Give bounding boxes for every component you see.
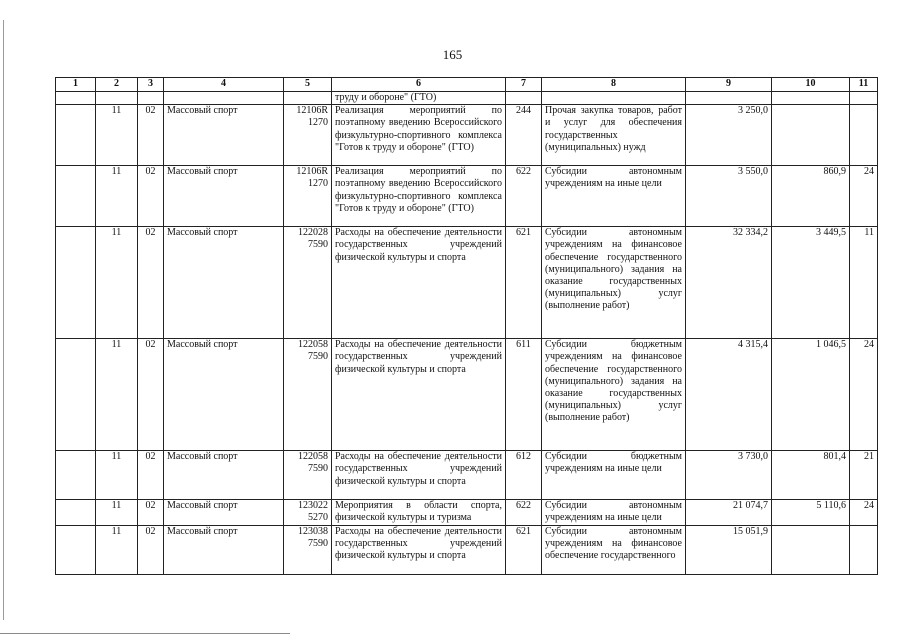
column-header: 10 [772,78,850,92]
left-margin-rule [3,20,4,620]
cell-expense-type: Субсидии автономным учреждениям на иные цели [542,500,686,525]
cell-col1 [56,339,96,451]
cell-plan: 3 550,0 [686,166,772,227]
table-row [56,451,878,500]
cell-percent: 21 [850,451,878,500]
cell-subsection: 02 [138,227,164,339]
cell-name: Массовый спорт [164,105,284,166]
cell-expense-code: 612 [506,451,542,500]
cell-section: 11 [96,451,138,500]
cell-name: Массовый спорт [164,227,284,339]
table-row [56,105,878,166]
cell-subsection: 02 [138,339,164,451]
column-number-row [56,78,878,92]
cell-actual: 1 046,5 [772,339,850,451]
cell-plan: 4 315,4 [686,339,772,451]
cell-expense-type: Субсидии бюджетным учреждениям на иные цели [542,451,686,500]
cell-subsection: 02 [138,166,164,227]
cell-target-code [284,92,332,105]
cell-col1 [56,166,96,227]
table-row [56,339,878,451]
cell-expense-code: 244 [506,105,542,166]
cell-description: Расходы на обеспечение деятельности государственных учреждений физической культуры и спорта [332,451,506,500]
cell-name: Массовый спорт [164,500,284,525]
cell-description: Расходы на обеспечение деятельности государственных учреждений физической культуры и спорта [332,525,506,574]
cell-description: Мероприятия в области спорта, физической культуры и туризма [332,500,506,525]
cell-section: 11 [96,339,138,451]
cell-plan: 32 334,2 [686,227,772,339]
cell-section: 11 [96,227,138,339]
cell-col1 [56,451,96,500]
column-header: 7 [506,78,542,92]
cell-section: 11 [96,525,138,574]
cell-expense-type: Субсидии автономным учреждениям на иные цели [542,166,686,227]
budget-table [55,77,878,575]
cell-col1 [56,227,96,339]
cell-plan: 15 051,9 [686,525,772,574]
cell-col1 [56,105,96,166]
table-row [56,500,878,525]
cell-percent [850,105,878,166]
bottom-edge-rule [0,633,290,634]
cell-target-code: 12106R 1270 [284,105,332,166]
cell-subsection [138,92,164,105]
cell-name: Массовый спорт [164,451,284,500]
cell-name: Массовый спорт [164,166,284,227]
cell-target-code: 122058 7590 [284,339,332,451]
cell-target-code: 123038 7590 [284,525,332,574]
cell-expense-type: Субсидии автономным учреждениям на финансовое обеспечение государственного (муниципального) задания на оказание государственных (муниципальных) услуг (выполнение работ) [542,227,686,339]
cell-percent [850,525,878,574]
cell-actual [772,525,850,574]
cell-plan [686,92,772,105]
cell-name: Массовый спорт [164,525,284,574]
cell-description: Реализация мероприятий по поэтапному введению Всероссийского физкультурно-спортивного комплекса "Готов к труду и обороне" (ГТО) [332,166,506,227]
cell-subsection: 02 [138,525,164,574]
cell-percent: 24 [850,500,878,525]
column-header: 8 [542,78,686,92]
cell-col1 [56,500,96,525]
cell-plan: 21 074,7 [686,500,772,525]
column-header: 6 [332,78,506,92]
cell-section: 11 [96,166,138,227]
cell-col1 [56,525,96,574]
cell-subsection: 02 [138,500,164,525]
cell-description: Расходы на обеспечение деятельности государственных учреждений физической культуры и спорта [332,227,506,339]
cell-section: 11 [96,105,138,166]
cell-target-code: 123022 5270 [284,500,332,525]
page-number: 165 [442,47,463,62]
column-header: 3 [138,78,164,92]
cell-target-code: 122058 7590 [284,451,332,500]
column-header: 11 [850,78,878,92]
column-header: 5 [284,78,332,92]
cell-section [96,92,138,105]
cell-target-code: 122028 7590 [284,227,332,339]
cell-percent: 11 [850,227,878,339]
column-header: 4 [164,78,284,92]
cell-actual: 801,4 [772,451,850,500]
cell-expense-code [506,92,542,105]
cell-percent: 24 [850,339,878,451]
table-row [56,227,878,339]
cell-actual: 860,9 [772,166,850,227]
table-row [56,92,878,105]
cell-target-code: 12106R 1270 [284,166,332,227]
cell-subsection: 02 [138,451,164,500]
column-header: 2 [96,78,138,92]
column-header: 1 [56,78,96,92]
cell-percent: 24 [850,166,878,227]
cell-actual [772,92,850,105]
cell-expense-code: 621 [506,227,542,339]
cell-subsection: 02 [138,105,164,166]
cell-actual [772,105,850,166]
cell-expense-code: 622 [506,500,542,525]
cell-plan: 3 250,0 [686,105,772,166]
cell-section: 11 [96,500,138,525]
column-header: 9 [686,78,772,92]
cell-description: труду и обороне" (ГТО) [332,92,506,105]
cell-plan: 3 730,0 [686,451,772,500]
cell-percent [850,92,878,105]
cell-actual: 3 449,5 [772,227,850,339]
cell-expense-type: Прочая закупка товаров, работ и услуг для обеспечения государственных (муниципальных) нужд [542,105,686,166]
cell-expense-type: Субсидии бюджетным учреждениям на финансовое обеспечение государственного (муниципального) задания на оказание государственных (муниципальных) услуг (выполнение работ) [542,339,686,451]
cell-actual: 5 110,6 [772,500,850,525]
table-row [56,525,878,574]
cell-expense-code: 622 [506,166,542,227]
cell-expense-code: 611 [506,339,542,451]
cell-expense-type: Субсидии автономным учреждениям на финансовое обеспечение государственного [542,525,686,574]
cell-expense-type [542,92,686,105]
cell-name [164,92,284,105]
cell-description: Расходы на обеспечение деятельности государственных учреждений физической культуры и спорта [332,339,506,451]
cell-col1 [56,92,96,105]
cell-expense-code: 621 [506,525,542,574]
table-row [56,166,878,227]
cell-name: Массовый спорт [164,339,284,451]
cell-description: Реализация мероприятий по поэтапному введению Всероссийского физкультурно-спортивного комплекса "Готов к труду и обороне" (ГТО) [332,105,506,166]
